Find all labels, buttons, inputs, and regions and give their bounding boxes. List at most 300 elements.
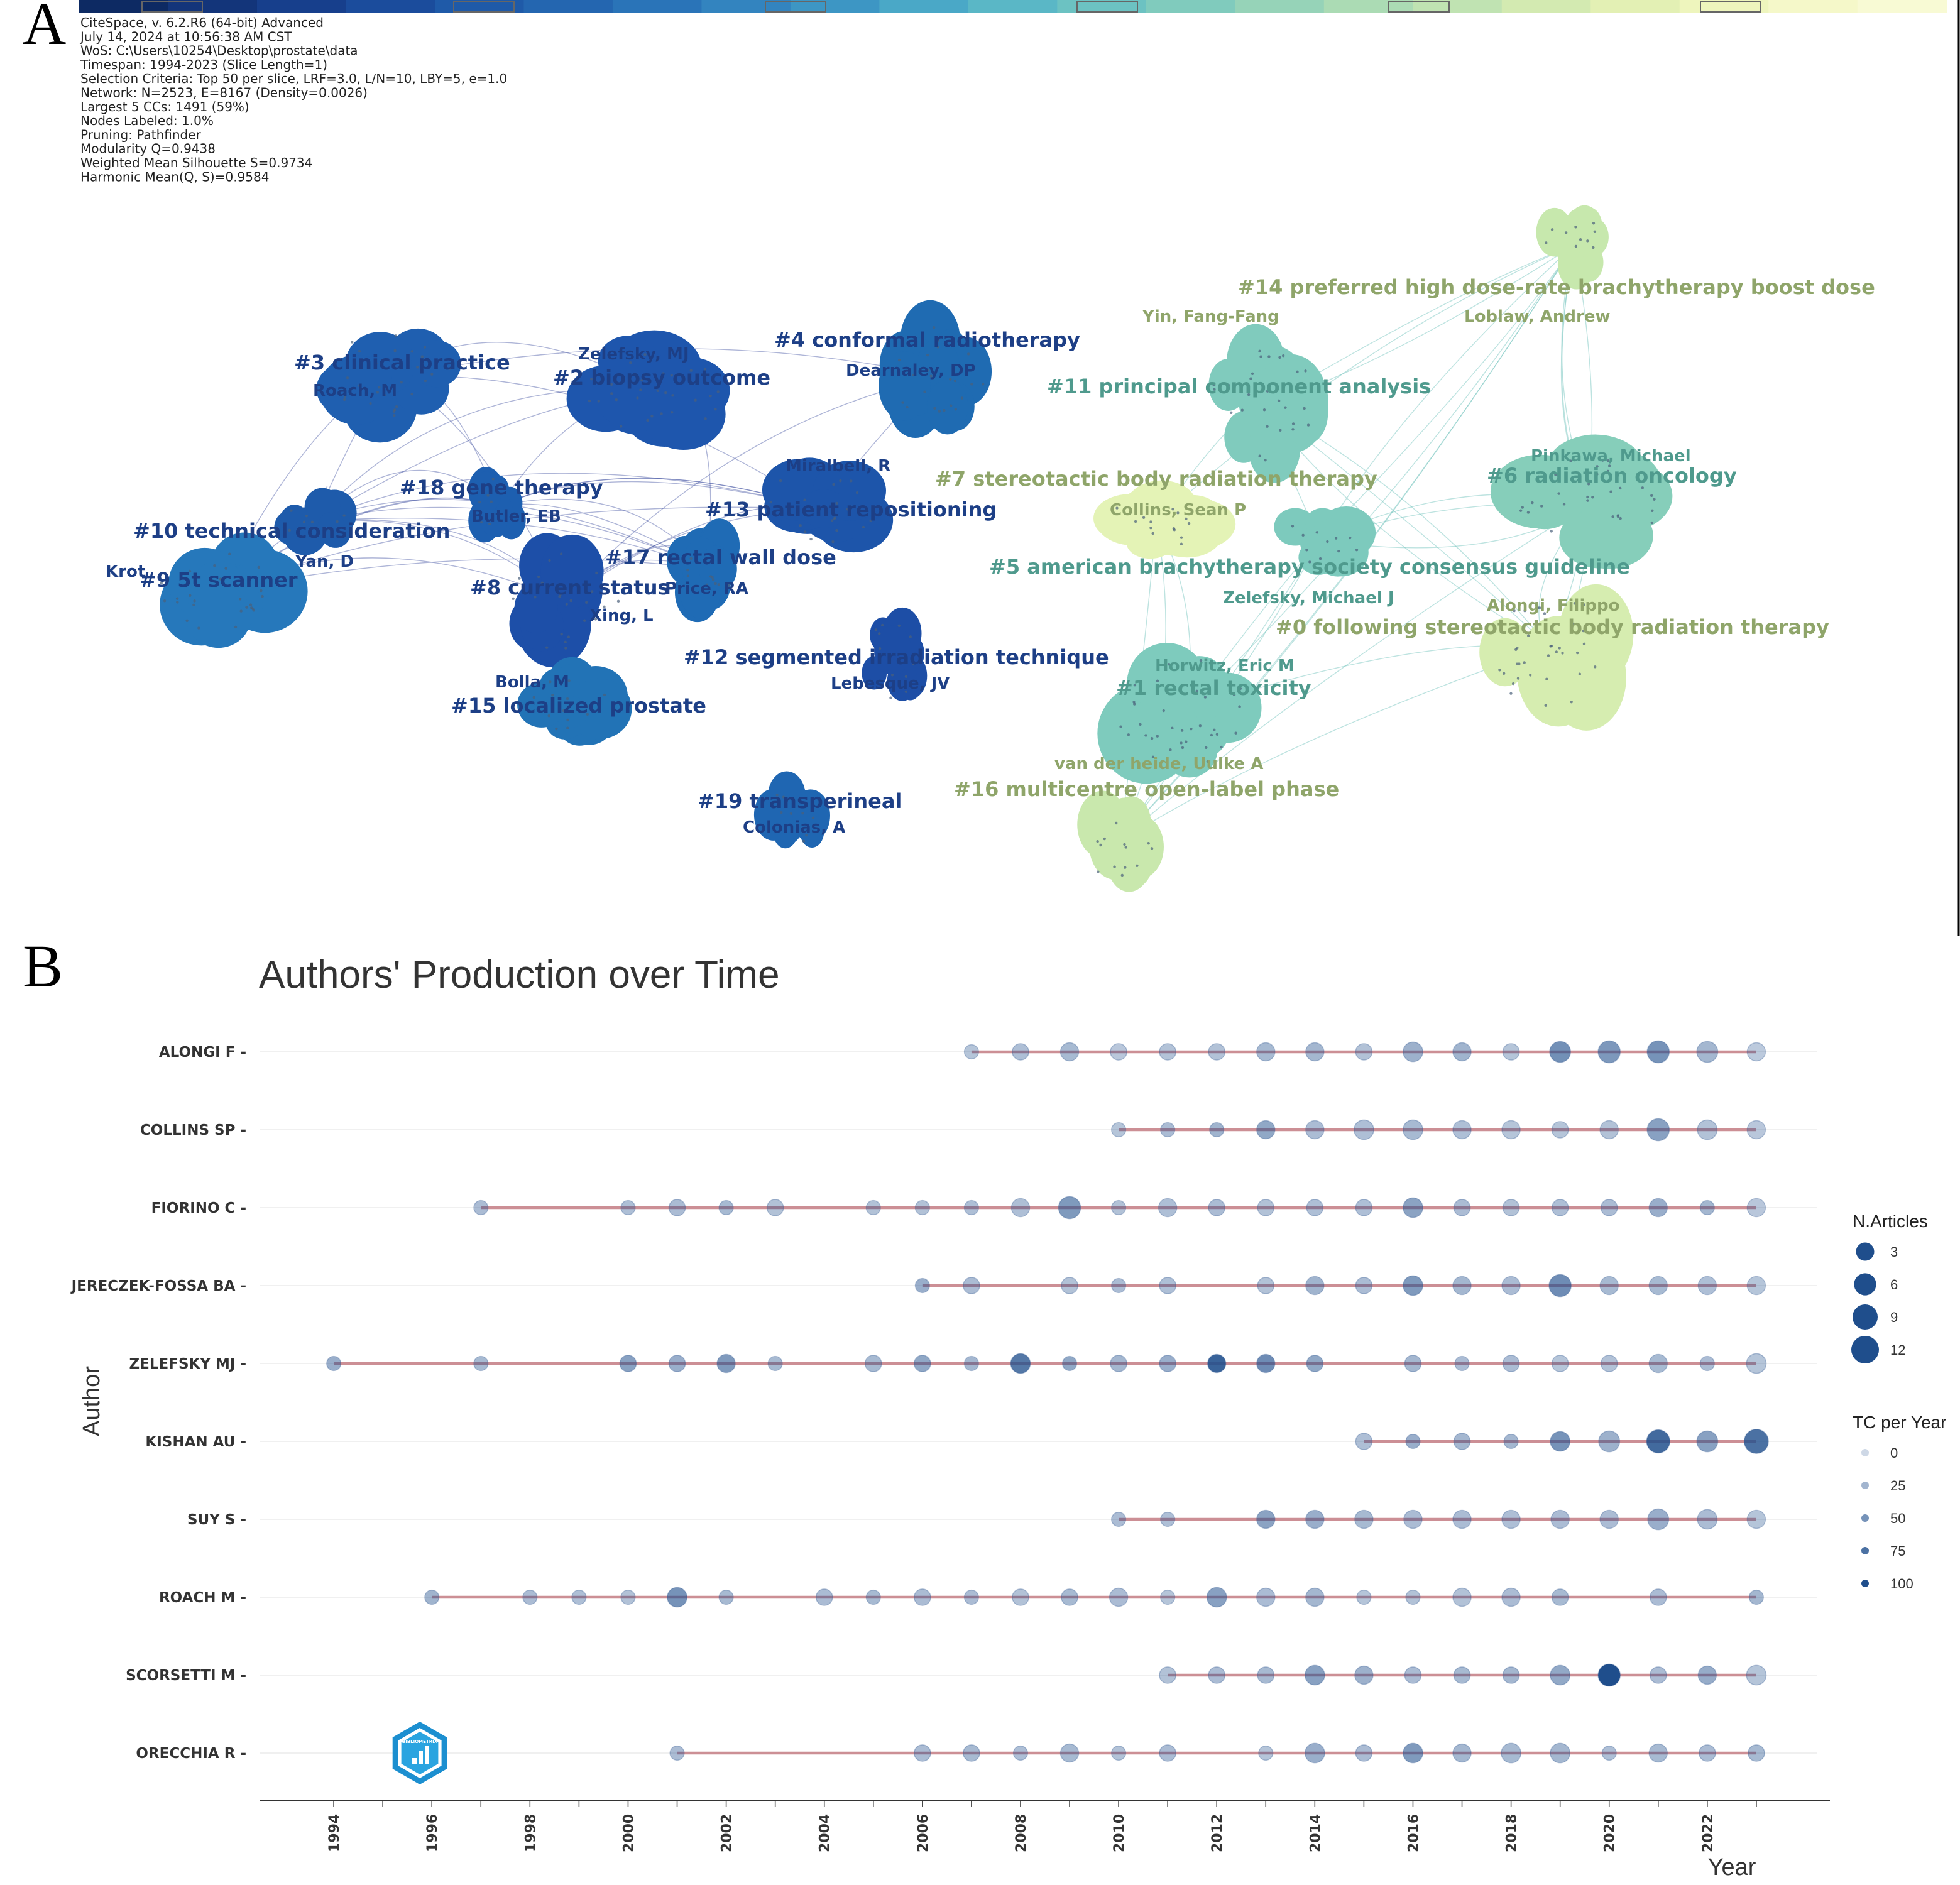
- network-node: [234, 626, 237, 628]
- network-node: [862, 526, 865, 528]
- production-point: [1453, 1277, 1471, 1295]
- author-name-label: SUY S -: [187, 1512, 246, 1528]
- network-node: [1220, 746, 1222, 748]
- author-label: Price, RA: [665, 579, 748, 598]
- production-point: [1355, 1199, 1372, 1216]
- legend-size-swatch: [1851, 1336, 1879, 1363]
- production-point: [1698, 1277, 1716, 1295]
- cluster-label: #10 technical consideration: [133, 519, 451, 543]
- network-node: [1579, 238, 1582, 241]
- network-node: [799, 524, 802, 527]
- panel-a-network: [0, 0, 1960, 936]
- network-node: [197, 626, 200, 629]
- network-node: [850, 479, 852, 482]
- production-point: [1453, 1744, 1471, 1762]
- network-node: [646, 419, 649, 422]
- production-point: [1749, 1590, 1764, 1605]
- production-point: [669, 1355, 685, 1372]
- info-line: Nodes Labeled: 1.0%: [80, 113, 214, 129]
- production-point: [1552, 1589, 1569, 1605]
- network-node: [1307, 423, 1310, 426]
- production-point: [1110, 1044, 1127, 1060]
- network-node: [1576, 652, 1579, 654]
- author-name-label: FIORINO C -: [151, 1200, 246, 1216]
- production-point: [1647, 1041, 1669, 1063]
- production-point: [866, 1590, 880, 1605]
- legend-color-title: TC per Year: [1853, 1412, 1947, 1432]
- network-node: [1259, 355, 1262, 358]
- logo-bar: [425, 1746, 429, 1764]
- network-node: [610, 392, 613, 395]
- colorbar-segment: [613, 0, 702, 13]
- author-label: Loblaw, Andrew: [1464, 307, 1611, 326]
- author-label: Zelefsky, Michael J: [1223, 589, 1394, 608]
- production-point: [1602, 1746, 1616, 1761]
- network-node: [1136, 865, 1138, 867]
- production-point: [1305, 1665, 1325, 1685]
- network-node: [560, 552, 562, 555]
- cluster-label: #2 biopsy outcome: [553, 366, 771, 390]
- network-node: [245, 606, 248, 608]
- network-node: [1291, 525, 1294, 527]
- production-point: [1646, 1430, 1670, 1453]
- cluster-label: #3 clinical practice: [294, 351, 510, 374]
- network-node: [1278, 400, 1280, 402]
- cluster-label: #1 rectal toxicity: [1116, 676, 1311, 700]
- x-tick-label: 2000: [621, 1813, 637, 1852]
- production-point: [474, 1201, 488, 1215]
- network-node: [1292, 422, 1295, 425]
- production-point: [965, 1357, 979, 1371]
- cluster-label: #14 preferred high dose-rate brachytherapy boost dose: [1238, 275, 1875, 299]
- network-node: [875, 628, 877, 631]
- network-node: [564, 641, 567, 643]
- legend-color-label: 75: [1890, 1543, 1906, 1559]
- network-node: [1563, 503, 1565, 505]
- network-node: [346, 376, 349, 379]
- network-node: [1529, 674, 1531, 676]
- production-point: [1502, 1511, 1520, 1529]
- network-node: [878, 632, 880, 635]
- production-point: [1503, 1044, 1519, 1060]
- network-node: [1592, 246, 1594, 249]
- network-node: [1305, 549, 1308, 551]
- network-node: [687, 575, 689, 577]
- network-node: [804, 530, 806, 533]
- production-point: [1257, 1667, 1274, 1683]
- network-node: [213, 564, 216, 567]
- network-node: [1555, 650, 1558, 653]
- network-node: [351, 341, 353, 343]
- production-point: [914, 1355, 931, 1372]
- network-node: [1173, 528, 1176, 531]
- cluster-label: #4 conformal radiotherapy: [774, 328, 1080, 352]
- cluster-label: #9 5t scanner: [140, 568, 298, 592]
- production-point: [1697, 1431, 1717, 1451]
- network-node: [585, 601, 588, 604]
- production-point: [1257, 1277, 1274, 1294]
- network-node: [1579, 672, 1581, 675]
- legend-color-label: 50: [1890, 1511, 1906, 1526]
- x-tick-label: 2012: [1210, 1813, 1226, 1852]
- network-node: [694, 398, 697, 401]
- network-node: [1205, 746, 1207, 749]
- production-point: [1355, 1745, 1372, 1761]
- author-label: Collins, Sean P: [1110, 501, 1247, 520]
- network-node: [1498, 669, 1501, 671]
- network-node: [901, 401, 904, 403]
- x-tick-label: 1994: [327, 1813, 343, 1852]
- network-node: [185, 620, 188, 622]
- colorbar-segment: [1146, 0, 1235, 13]
- legend-size-label: 9: [1890, 1309, 1898, 1325]
- network-node: [831, 540, 834, 543]
- colorbar-segment: [879, 0, 968, 13]
- x-tick-label: 2008: [1013, 1813, 1029, 1852]
- production-point: [1305, 1743, 1325, 1762]
- network-node: [595, 572, 598, 574]
- network-node: [228, 553, 231, 555]
- legend-color-label: 25: [1890, 1478, 1906, 1494]
- network-node: [1134, 520, 1137, 523]
- production-point: [1648, 1509, 1668, 1529]
- network-node: [938, 410, 941, 412]
- network-node: [1149, 527, 1152, 529]
- network-node: [395, 334, 397, 337]
- network-node: [1238, 705, 1240, 708]
- production-point: [1207, 1587, 1227, 1607]
- production-point: [1159, 1355, 1176, 1372]
- network-node: [1304, 369, 1306, 372]
- production-point: [1700, 1357, 1715, 1371]
- network-node: [1326, 540, 1328, 543]
- network-node: [1127, 733, 1130, 736]
- production-point: [1601, 1355, 1618, 1372]
- network-node: [1149, 520, 1152, 523]
- network-node: [400, 381, 402, 383]
- network-node: [1234, 732, 1237, 735]
- production-point: [1600, 1511, 1618, 1529]
- production-point: [1306, 1277, 1324, 1295]
- production-point: [1647, 1118, 1669, 1140]
- production-point: [1404, 1667, 1421, 1683]
- network-node: [1551, 228, 1553, 231]
- network-node: [1547, 654, 1550, 657]
- network-node: [1156, 735, 1159, 738]
- cluster-label: #5 american brachytherapy society consensus guideline: [989, 555, 1630, 579]
- production-point: [523, 1590, 537, 1605]
- production-point: [1552, 1122, 1569, 1138]
- network-node: [1151, 737, 1153, 740]
- network-node: [566, 726, 569, 729]
- production-point: [914, 1745, 931, 1761]
- info-line: Harmonic Mean(Q, S)=0.9584: [80, 169, 270, 185]
- legend-color-label: 0: [1890, 1445, 1898, 1461]
- production-point: [1208, 1667, 1225, 1683]
- production-point: [1649, 1277, 1667, 1295]
- production-point: [1354, 1120, 1374, 1139]
- production-point: [1161, 1512, 1175, 1527]
- network-node: [671, 411, 673, 413]
- network-node: [943, 409, 945, 412]
- network-node: [889, 696, 892, 699]
- network-node: [1531, 501, 1533, 504]
- network-node: [1349, 537, 1351, 539]
- network-node: [1278, 356, 1281, 359]
- production-point: [1598, 1664, 1620, 1686]
- cluster-labels: [106, 275, 1875, 837]
- production-point: [670, 1746, 684, 1761]
- network-node: [189, 594, 191, 597]
- network-node: [1124, 866, 1126, 869]
- production-point: [1406, 1434, 1420, 1449]
- cluster-areas: [160, 205, 1672, 892]
- panel-b-chart: [0, 936, 1960, 1885]
- network-node: [1545, 241, 1547, 244]
- chart-title: Authors' Production over Time: [259, 953, 780, 997]
- production-point: [963, 1277, 980, 1294]
- production-point: [1453, 1121, 1471, 1139]
- network-node: [1099, 844, 1102, 846]
- production-point: [965, 1201, 979, 1215]
- production-point: [916, 1201, 930, 1215]
- production-point: [1502, 1588, 1520, 1607]
- network-node: [1103, 838, 1106, 840]
- production-point: [1744, 1429, 1768, 1453]
- author-label: Bolla, M: [495, 673, 569, 692]
- production-point: [1600, 1121, 1618, 1139]
- network-node: [1594, 231, 1596, 233]
- network-node: [1284, 407, 1286, 409]
- network-node: [1151, 847, 1153, 850]
- production-point: [1208, 1355, 1226, 1373]
- production-point: [1357, 1590, 1371, 1605]
- network-node: [1181, 746, 1184, 749]
- production-point: [1306, 1588, 1324, 1607]
- production-point: [1403, 1120, 1423, 1139]
- network-node: [192, 604, 195, 606]
- network-node: [1512, 682, 1514, 685]
- production-point: [916, 1279, 930, 1293]
- network-node: [898, 625, 901, 627]
- production-point: [621, 1201, 635, 1215]
- info-line: Pruning: Pathfinder: [80, 127, 201, 143]
- network-node: [176, 601, 178, 603]
- network-node: [1619, 517, 1621, 520]
- network-node: [1279, 429, 1281, 432]
- cluster-blob: [1547, 655, 1592, 716]
- production-point: [1112, 1746, 1126, 1761]
- network-node: [410, 393, 413, 395]
- production-point: [768, 1357, 782, 1371]
- network-node: [1653, 498, 1655, 501]
- network-node: [1611, 515, 1614, 518]
- production-point: [1257, 1121, 1275, 1139]
- production-point: [621, 1590, 635, 1605]
- production-point: [1159, 1667, 1176, 1683]
- info-line: Modularity Q=0.9438: [80, 141, 216, 156]
- network-node: [1119, 725, 1122, 728]
- author-name-label: KISHAN AU -: [145, 1434, 246, 1450]
- production-point: [1012, 1044, 1029, 1060]
- network-node: [636, 396, 638, 399]
- production-point: [719, 1590, 733, 1605]
- production-point: [1746, 1353, 1766, 1373]
- production-point: [1063, 1357, 1077, 1371]
- network-node: [1617, 515, 1619, 518]
- network-node: [545, 646, 548, 648]
- cluster-label: #15 localized prostate: [451, 694, 706, 718]
- author-name-label: JERECZEK-FOSSA BA -: [71, 1278, 246, 1294]
- colorbar-segment: [257, 0, 346, 13]
- production-point: [816, 1589, 833, 1605]
- network-node: [1151, 532, 1154, 535]
- info-line: Weighted Mean Silhouette S=0.9734: [80, 155, 313, 170]
- author-label: Pinkawa, Michael: [1531, 447, 1691, 466]
- production-point: [965, 1045, 979, 1059]
- author-label: Butler, EB: [471, 507, 561, 526]
- production-point: [1257, 1355, 1275, 1373]
- production-point: [1552, 1199, 1569, 1216]
- legend-size-title: N.Articles: [1853, 1211, 1928, 1231]
- production-point: [1549, 1274, 1571, 1296]
- author-label: Roach, M: [313, 381, 398, 400]
- network-node: [809, 538, 812, 540]
- production-point: [866, 1201, 880, 1215]
- author-label: Alongi, Filippo: [1487, 596, 1620, 615]
- production-point: [1503, 1355, 1519, 1372]
- production-point: [1403, 1743, 1423, 1762]
- author-name-label: ORECCHIA R -: [136, 1746, 246, 1762]
- production-point: [1747, 1043, 1765, 1061]
- production-point: [1012, 1589, 1029, 1605]
- production-point: [1551, 1511, 1569, 1529]
- network-node: [1139, 723, 1141, 726]
- colorbar-segment: [1768, 0, 1858, 13]
- author-label: Krot: [106, 562, 146, 581]
- network-node: [1163, 709, 1165, 712]
- production-point: [963, 1745, 980, 1761]
- network-node: [926, 354, 929, 356]
- production-point: [620, 1355, 636, 1372]
- production-point: [914, 1589, 931, 1605]
- production-point: [474, 1357, 488, 1371]
- production-point: [327, 1357, 341, 1371]
- production-point: [1502, 1121, 1520, 1139]
- author-name-label: SCORSETTI M -: [126, 1668, 246, 1684]
- network-node: [615, 398, 618, 401]
- production-point: [1159, 1199, 1177, 1217]
- network-node: [933, 407, 936, 410]
- network-node: [950, 404, 952, 407]
- production-point: [1504, 1434, 1518, 1449]
- network-node: [1147, 842, 1149, 844]
- network-node: [1296, 371, 1298, 373]
- cluster-label: #8 current status: [470, 576, 670, 599]
- network-node: [1523, 661, 1526, 664]
- cluster-label: #7 stereotactic body radiation therapy: [935, 467, 1377, 491]
- production-point: [1061, 1277, 1078, 1294]
- network-node: [839, 479, 841, 482]
- author-label: Zelefsky, MJ: [578, 345, 689, 364]
- production-point: [1650, 1667, 1667, 1683]
- network-node: [566, 719, 569, 721]
- production-point: [1355, 1666, 1373, 1685]
- network-node: [1514, 648, 1517, 651]
- network-node: [779, 479, 782, 482]
- author-label: Horwitz, Eric M: [1155, 657, 1295, 675]
- production-point: [1306, 1355, 1323, 1372]
- network-node: [424, 346, 426, 348]
- network-node: [1592, 222, 1595, 224]
- network-node: [1180, 543, 1183, 545]
- network-node: [1574, 226, 1577, 228]
- info-line: CiteSpace, v. 6.2.R6 (64-bit) Advanced: [80, 15, 324, 30]
- network-node: [1123, 843, 1125, 846]
- x-tick-label: 2018: [1504, 1813, 1520, 1852]
- production-point: [1453, 1588, 1471, 1607]
- production-point: [1011, 1199, 1029, 1217]
- production-point: [1159, 1277, 1176, 1294]
- production-point: [1355, 1433, 1372, 1450]
- production-point: [1747, 1199, 1765, 1217]
- cluster-label: #11 principal component analysis: [1047, 374, 1432, 398]
- legend-size-swatch: [1854, 1273, 1876, 1295]
- info-line: Largest 5 CCs: 1491 (59%): [80, 99, 249, 114]
- network-node: [967, 352, 970, 355]
- network-node: [1171, 727, 1173, 729]
- production-point: [1550, 1431, 1570, 1451]
- production-point: [1404, 1355, 1421, 1372]
- production-point: [1700, 1201, 1715, 1215]
- network-node: [249, 603, 252, 606]
- network-node: [1169, 748, 1171, 751]
- network-node: [261, 595, 263, 598]
- network-node: [342, 514, 345, 516]
- network-node: [1586, 239, 1589, 242]
- citespace-info-block: [79, 15, 507, 184]
- network-node: [1144, 734, 1147, 736]
- network-node: [176, 598, 178, 600]
- network-node: [716, 390, 719, 393]
- network-node: [657, 390, 659, 392]
- legend-size-label: 12: [1890, 1342, 1906, 1358]
- network-node: [961, 396, 963, 399]
- production-point: [1748, 1745, 1765, 1761]
- network-node: [1258, 455, 1261, 457]
- network-node: [1583, 643, 1585, 645]
- production-point: [965, 1590, 979, 1605]
- x-tick-label: 2010: [1112, 1813, 1128, 1852]
- network-node: [1521, 506, 1524, 508]
- network-node: [909, 635, 912, 638]
- cluster-blob: [1582, 491, 1641, 535]
- production-point: [1649, 1355, 1667, 1373]
- network-node: [490, 500, 493, 503]
- x-tick-label: 2014: [1308, 1813, 1324, 1852]
- legend-color-swatch: [1861, 1547, 1869, 1554]
- x-tick-label: 2020: [1602, 1813, 1618, 1852]
- author-label: Dearnaley, DP: [846, 361, 976, 380]
- network-node: [1267, 355, 1270, 358]
- network-node: [802, 840, 805, 843]
- network-node: [1550, 530, 1553, 532]
- production-point: [1112, 1123, 1126, 1137]
- cluster-label: #18 gene therapy: [400, 476, 603, 500]
- author-label: Lebesque, JV: [831, 674, 950, 693]
- production-point: [1210, 1123, 1224, 1137]
- network-node: [1180, 741, 1182, 744]
